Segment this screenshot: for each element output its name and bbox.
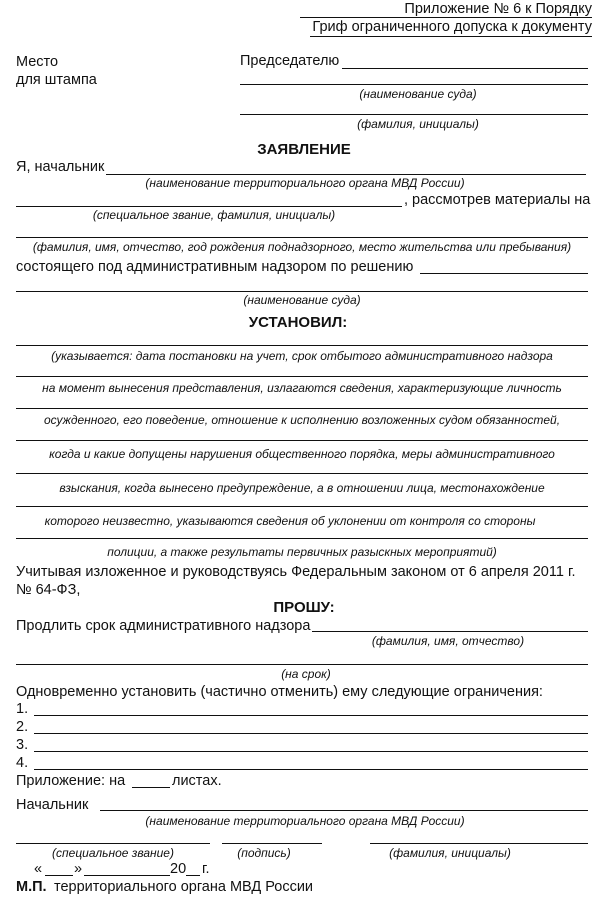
restriction-number: 1.	[16, 701, 29, 717]
rank-signature-line[interactable]	[16, 843, 210, 844]
court-name-line[interactable]	[16, 291, 588, 292]
established-line[interactable]	[16, 376, 588, 377]
caption-person: (фамилия, имя, отчество, год рождения поднадзорного, место жительства или пребывания)	[32, 240, 572, 254]
established-text-2: на момент вынесения представления, излагаются сведения, характеризующие личность	[42, 381, 562, 395]
restriction-line[interactable]	[34, 769, 588, 770]
established-text-6: которого неизвестно, указываются сведения об уклонении от контроля со стороны	[44, 514, 536, 528]
restriction-line[interactable]	[34, 733, 588, 734]
restriction-number: 3.	[16, 737, 29, 753]
intro-label: Я, начальник	[16, 159, 105, 175]
attachment-prefix: Приложение: на	[16, 773, 126, 789]
seal-text: территориального органа МВД России	[54, 879, 314, 895]
caption-signature: (подпись)	[237, 846, 291, 860]
date-quote-close: »	[74, 861, 83, 877]
header-underline	[300, 17, 592, 18]
name-line[interactable]	[240, 114, 588, 115]
restriction-line[interactable]	[34, 751, 588, 752]
stamp-place-line1: Место	[16, 54, 59, 70]
established-text-4: когда и какие допущены нарушения общественного порядка, меры административного	[49, 447, 555, 461]
restriction-line[interactable]	[34, 715, 588, 716]
date-quote-open: «	[34, 861, 43, 877]
classification-label: Гриф ограниченного допуска к документу	[312, 19, 592, 35]
caption-term: (на срок)	[281, 667, 331, 681]
caption-fio: (фамилия, имя, отчество)	[371, 634, 525, 648]
established-title: УСТАНОВИЛ:	[248, 314, 348, 331]
established-line[interactable]	[16, 538, 588, 539]
date-year-prefix: 20	[170, 861, 187, 877]
caption-chief-organ: (наименование территориального органа МВД России)	[145, 814, 465, 828]
chief-organ-line[interactable]	[100, 810, 588, 811]
established-line[interactable]	[16, 408, 588, 409]
attachment-suffix: листах.	[172, 773, 222, 789]
caption-rank-sign: (специальное звание)	[52, 846, 174, 860]
date-year-suffix: г.	[202, 861, 210, 877]
considering-line2: № 64-ФЗ,	[16, 582, 81, 598]
name-signature-line[interactable]	[370, 843, 588, 844]
established-text-7: полиции, а также результаты первичных разыскных мероприятий)	[107, 545, 497, 559]
date-day-line[interactable]	[45, 875, 73, 876]
restriction-number: 2.	[16, 719, 29, 735]
established-text-1: (указывается: дата постановки на учет, срок отбытого административного надзора	[51, 349, 553, 363]
caption-court: (наименование суда)	[359, 87, 477, 101]
appendix-label: Приложение № 6 к Порядку	[404, 1, 592, 17]
considering-line1: Учитывая изложенное и руководствуясь Федеральным законом от 6 апреля 2011 г.	[16, 564, 576, 580]
sign-line[interactable]	[222, 843, 322, 844]
established-line[interactable]	[16, 440, 588, 441]
statement-title: ЗАЯВЛЕНИЕ	[257, 141, 351, 158]
person-line[interactable]	[16, 237, 588, 238]
reviewed-label: , рассмотрев материалы на	[404, 192, 591, 208]
stamp-place-line2: для штампа	[16, 72, 97, 88]
caption-name: (фамилия, инициалы)	[357, 117, 479, 131]
chief-label: Начальник	[16, 797, 89, 813]
established-text-5: взыскания, когда вынесено предупреждение, а в отношении лица, местонахождение	[59, 481, 545, 495]
caption-name-sign: (фамилия, инициалы)	[389, 846, 511, 860]
header-underline	[310, 36, 592, 37]
established-line[interactable]	[16, 345, 588, 346]
extend-label: Продлить срок административного надзора	[16, 618, 311, 634]
established-line[interactable]	[16, 506, 588, 507]
seal-label: М.П.	[16, 879, 47, 895]
caption-organ: (наименование территориального органа МВД России)	[145, 176, 465, 190]
addressee-label: Председателю	[240, 53, 340, 69]
established-line[interactable]	[16, 473, 588, 474]
term-line[interactable]	[16, 664, 588, 665]
caption-court-decision: (наименование суда)	[243, 293, 361, 307]
addressee-line[interactable]	[342, 68, 588, 69]
date-year-line[interactable]	[186, 875, 200, 876]
supervision-label: состоящего под административным надзором по решению	[16, 259, 414, 275]
organ-line[interactable]	[106, 174, 586, 175]
date-month-line[interactable]	[84, 875, 170, 876]
court-decision-line[interactable]	[420, 273, 588, 274]
restriction-number: 4.	[16, 755, 29, 771]
fio-line[interactable]	[312, 631, 588, 632]
caption-rank: (специальное звание, фамилия, инициалы)	[92, 208, 336, 222]
court-line[interactable]	[240, 84, 588, 85]
attachment-count-line[interactable]	[132, 787, 170, 788]
restrictions-label: Одновременно установить (частично отменить) ему следующие ограничения:	[16, 684, 543, 700]
rank-line[interactable]	[16, 206, 402, 207]
request-title: ПРОШУ:	[273, 599, 335, 616]
established-text-3: осужденного, его поведение, отношение к исполнению возложенных судом обязанностей,	[43, 413, 561, 427]
